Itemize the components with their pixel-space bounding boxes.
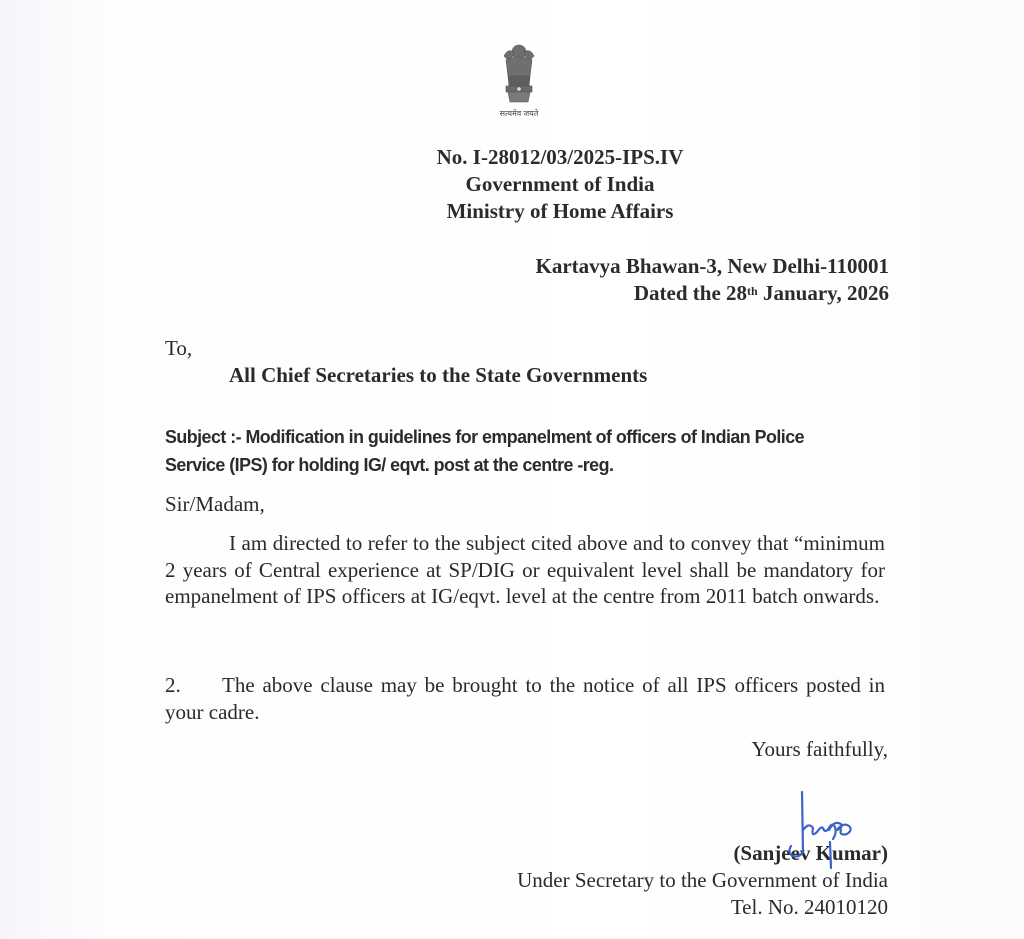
ministry-name: Ministry of Home Affairs bbox=[446, 199, 674, 223]
paragraph-1: I am directed to refer to the subject cited above and to convey that “minimum 2 years of Central experience at SP/DIG or equivalent level shall be mandatory for empanelment of IPS officers at IG/eqvt. level at the centre from 2011 batch onwards. bbox=[165, 531, 885, 608]
office-address: Kartavya Bhawan-3, New Delhi-110001 bbox=[535, 254, 889, 278]
designation: Under Secretary to the Government of India bbox=[517, 868, 888, 892]
paragraph-2-text: The above clause may be brought to the notice of all IPS officers posted in your cadre. bbox=[165, 673, 885, 724]
addressee: All Chief Secretaries to the State Governments bbox=[229, 363, 648, 387]
government-name: Government of India bbox=[465, 172, 655, 196]
emblem-motto: सत्यमेव जयते bbox=[499, 109, 539, 118]
paragraph-2-number: 2. bbox=[165, 673, 181, 697]
letter-date bbox=[634, 280, 889, 307]
telephone-number: Tel. No. 24010120 bbox=[730, 895, 888, 919]
date-rest: January, 2026 bbox=[757, 281, 889, 305]
paragraph-2 bbox=[165, 672, 885, 725]
signatory-name: (Sanjeev Kumar) bbox=[733, 841, 888, 865]
reference-number: No. I-28012/03/2025-IPS.IV bbox=[436, 145, 684, 169]
to-label: To, bbox=[165, 336, 193, 360]
valediction: Yours faithfully, bbox=[751, 737, 888, 761]
subject-line: Subject :- Modification in guidelines for empanelment of officers of Indian Police Service (IPS) for holding IG/ eqvt. post at the centre -reg. bbox=[165, 426, 805, 475]
date-prefix: Dated the 28 bbox=[633, 281, 748, 305]
date-ordinal-suffix: th bbox=[747, 284, 758, 298]
handwritten-signature bbox=[780, 790, 875, 870]
state-emblem-icon bbox=[488, 38, 550, 122]
salutation: Sir/Madam, bbox=[165, 492, 265, 516]
